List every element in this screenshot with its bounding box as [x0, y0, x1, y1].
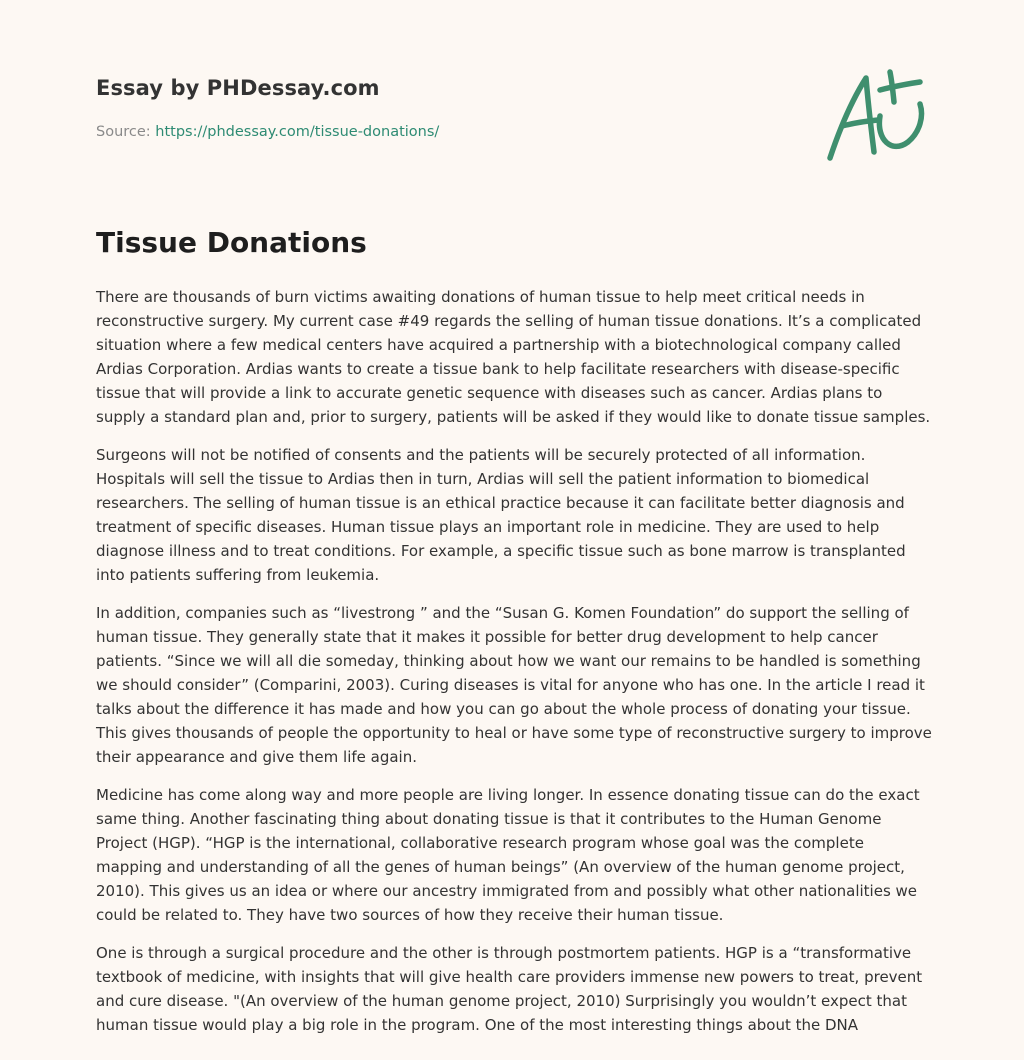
paragraph: Surgeons will not be notified of consents and the patients will be securely protected of all information. Hospitals will sell the tissue to Ardias then in turn, Ardias will sell the patient information to biomedical researchers. The selling of human tissue is an ethical practice because it can facilitate better diagnosis and treatment of specific diseases. Human tissue plays an important role in medicine. They are used to help diagnose illness and to treat conditions. For example, a specific tissue such as bone marrow is transplanted into patients suffering from leukemia. — [96, 446, 906, 584]
source-link[interactable]: https://phdessay.com/tissue-donations/ — [155, 124, 440, 140]
a-plus-grade-icon — [818, 66, 930, 166]
paragraph: In addition, companies such as “livestrong ” and the “Susan G. Komen Foundation” do support the selling of human tissue. They generally state that it makes it possible for better drug development to help cancer patients. “Since we will all die someday, thinking about how we want our remains to be handled is something we should consider” (Comparini, 2003). Curing diseases is vital for anyone who has one. In the article I read it talks about the difference it has made and how you can go about the whole process of donating your tissue. This gives thousands of people the opportunity to heal or have some type of reconstructive surgery to improve their appearance and give them life again. — [96, 604, 932, 766]
paragraph: Medicine has come along way and more people are living longer. In essence donating tissue can do the exact same thing. Another fascinating thing about donating tissue is that it contributes to the Human Genome Project (HGP). “HGP is the international, collaborative research program whose goal was the complete mapping and understanding of all the genes of human beings” (An overview of the human genome project, 2010). This gives us an idea or where our ancestry immigrated from and possibly what other nationalities we could be related to. They have two sources of how they receive their human tissue. — [96, 786, 920, 924]
paragraph: There are thousands of burn victims awaiting donations of human tissue to help meet critical needs in reconstructive surgery. My current case #49 regards the selling of human tissue donations. It’s a complicated situation where a few medical centers have acquired a partnership with a biotechnological company called Ardias Corporation. Ardias wants to create a tissue bank to help facilitate researchers with disease-specific tissue that will provide a link to accurate genetic sequence with diseases such as cancer. Ardias plans to supply a standard plan and, prior to surgery, patients will be asked if they would like to donate tissue samples. — [96, 288, 931, 426]
article-body — [96, 285, 932, 1051]
source-line — [96, 124, 439, 140]
site-brand: Essay by PHDessay.com — [96, 76, 380, 100]
article-title: Tissue Donations — [96, 226, 367, 259]
source-label: Source: — [96, 124, 151, 140]
paragraph: One is through a surgical procedure and the other is through postmortem patients. HGP is a “transformative textbook of medicine, with insights that will give health care providers immense new powers to treat, prevent and cure disease. "(An overview of the human genome project, 2010) Surprisingly you wouldn’t expect that human tissue would play a big role in the program. One of the most interesting things about the DNA — [96, 944, 923, 1034]
